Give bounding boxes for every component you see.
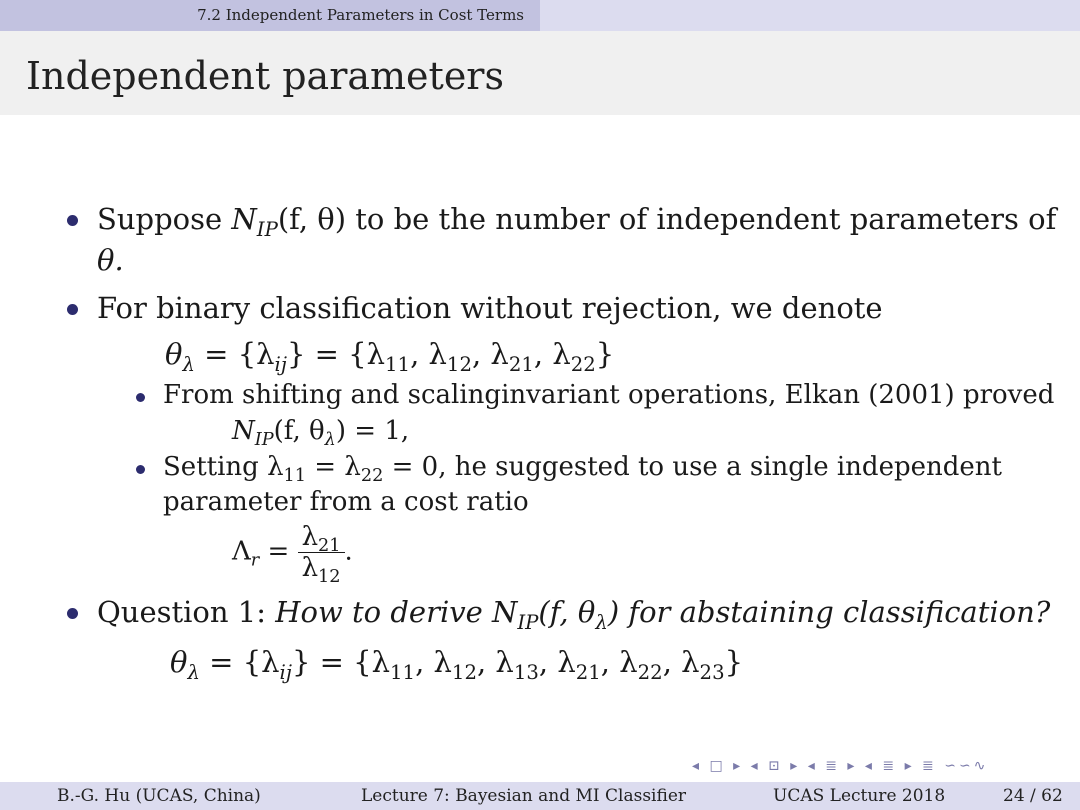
cost-ratio-equation: $\Lambda_r$ = $\frac{\lambda_{21}}{\lambda_{12}}$ . (232, 522, 353, 588)
equation-theta-binary: $\theta_\lambda = \{\lambda_{ij}\} = \{\lambda_{11}$, $\lambda_{12}$, $\lambda_{21}$, $\lambda_{22}$} (165, 337, 615, 376)
bullet-marker (67, 304, 78, 315)
sub-bullet-1-line-1: From shifting and scalinginvariant operations, Elkan (2001) proved (163, 380, 1055, 410)
sub-bullet-2-line-2: parameter from a cost ratio (163, 487, 529, 517)
footer-author: B.-G. Hu (UCAS, China) (57, 786, 261, 806)
footer-page-number: 24 / 62 (1003, 786, 1063, 806)
bullet-3-question: Question 1: How to derive $N_{IP}(f$, $\theta_\lambda$) for abstaining classification? (97, 595, 1051, 634)
sub-bullet-1-line-2: $N_{IP}(f$, $\theta_\lambda) = 1$, (232, 416, 410, 451)
slide-title: Independent parameters (26, 54, 504, 98)
sub-bullet-marker (136, 465, 145, 474)
sub-bullet-marker (136, 393, 145, 402)
equation-theta-abstaining: $\theta_\lambda = \{\lambda_{ij}\} = \{\lambda_{11}$, $\lambda_{12}$, $\lambda_{13}$, $\lambda_{21}$, $\lambda_{22}$, $\lambda_{23}$} (170, 645, 744, 684)
footer-lecture: Lecture 7: Bayesian and MI Classifier (361, 786, 687, 806)
sub-bullet-2-line-1: Setting $\lambda_{11} = \lambda_{22} = 0$, he suggested to use a single independent (163, 452, 1002, 487)
bullet-marker (67, 608, 78, 619)
cost-ratio-fraction: $\frac{\lambda_{21}}{\lambda_{12}}$ (298, 522, 345, 583)
bullet-2-text: For binary classification without rejection, we denote (97, 291, 883, 325)
beamer-navigation-icons[interactable]: ◂ □ ▸ ◂ ⊡ ▸ ◂ ≣ ▸ ◂ ≣ ▸ ≣ ∽∽∿ (692, 758, 989, 774)
bullet-1-line-2: θ. (97, 243, 124, 277)
footer-course: UCAS Lecture 2018 (773, 786, 946, 806)
bullet-marker (67, 215, 78, 226)
section-header[interactable]: 7.2 Independent Parameters in Cost Terms (0, 0, 540, 31)
bullet-1-line-1: Suppose $N_{IP}(f$, θ) to be the number of independent parameters of (97, 202, 1057, 241)
